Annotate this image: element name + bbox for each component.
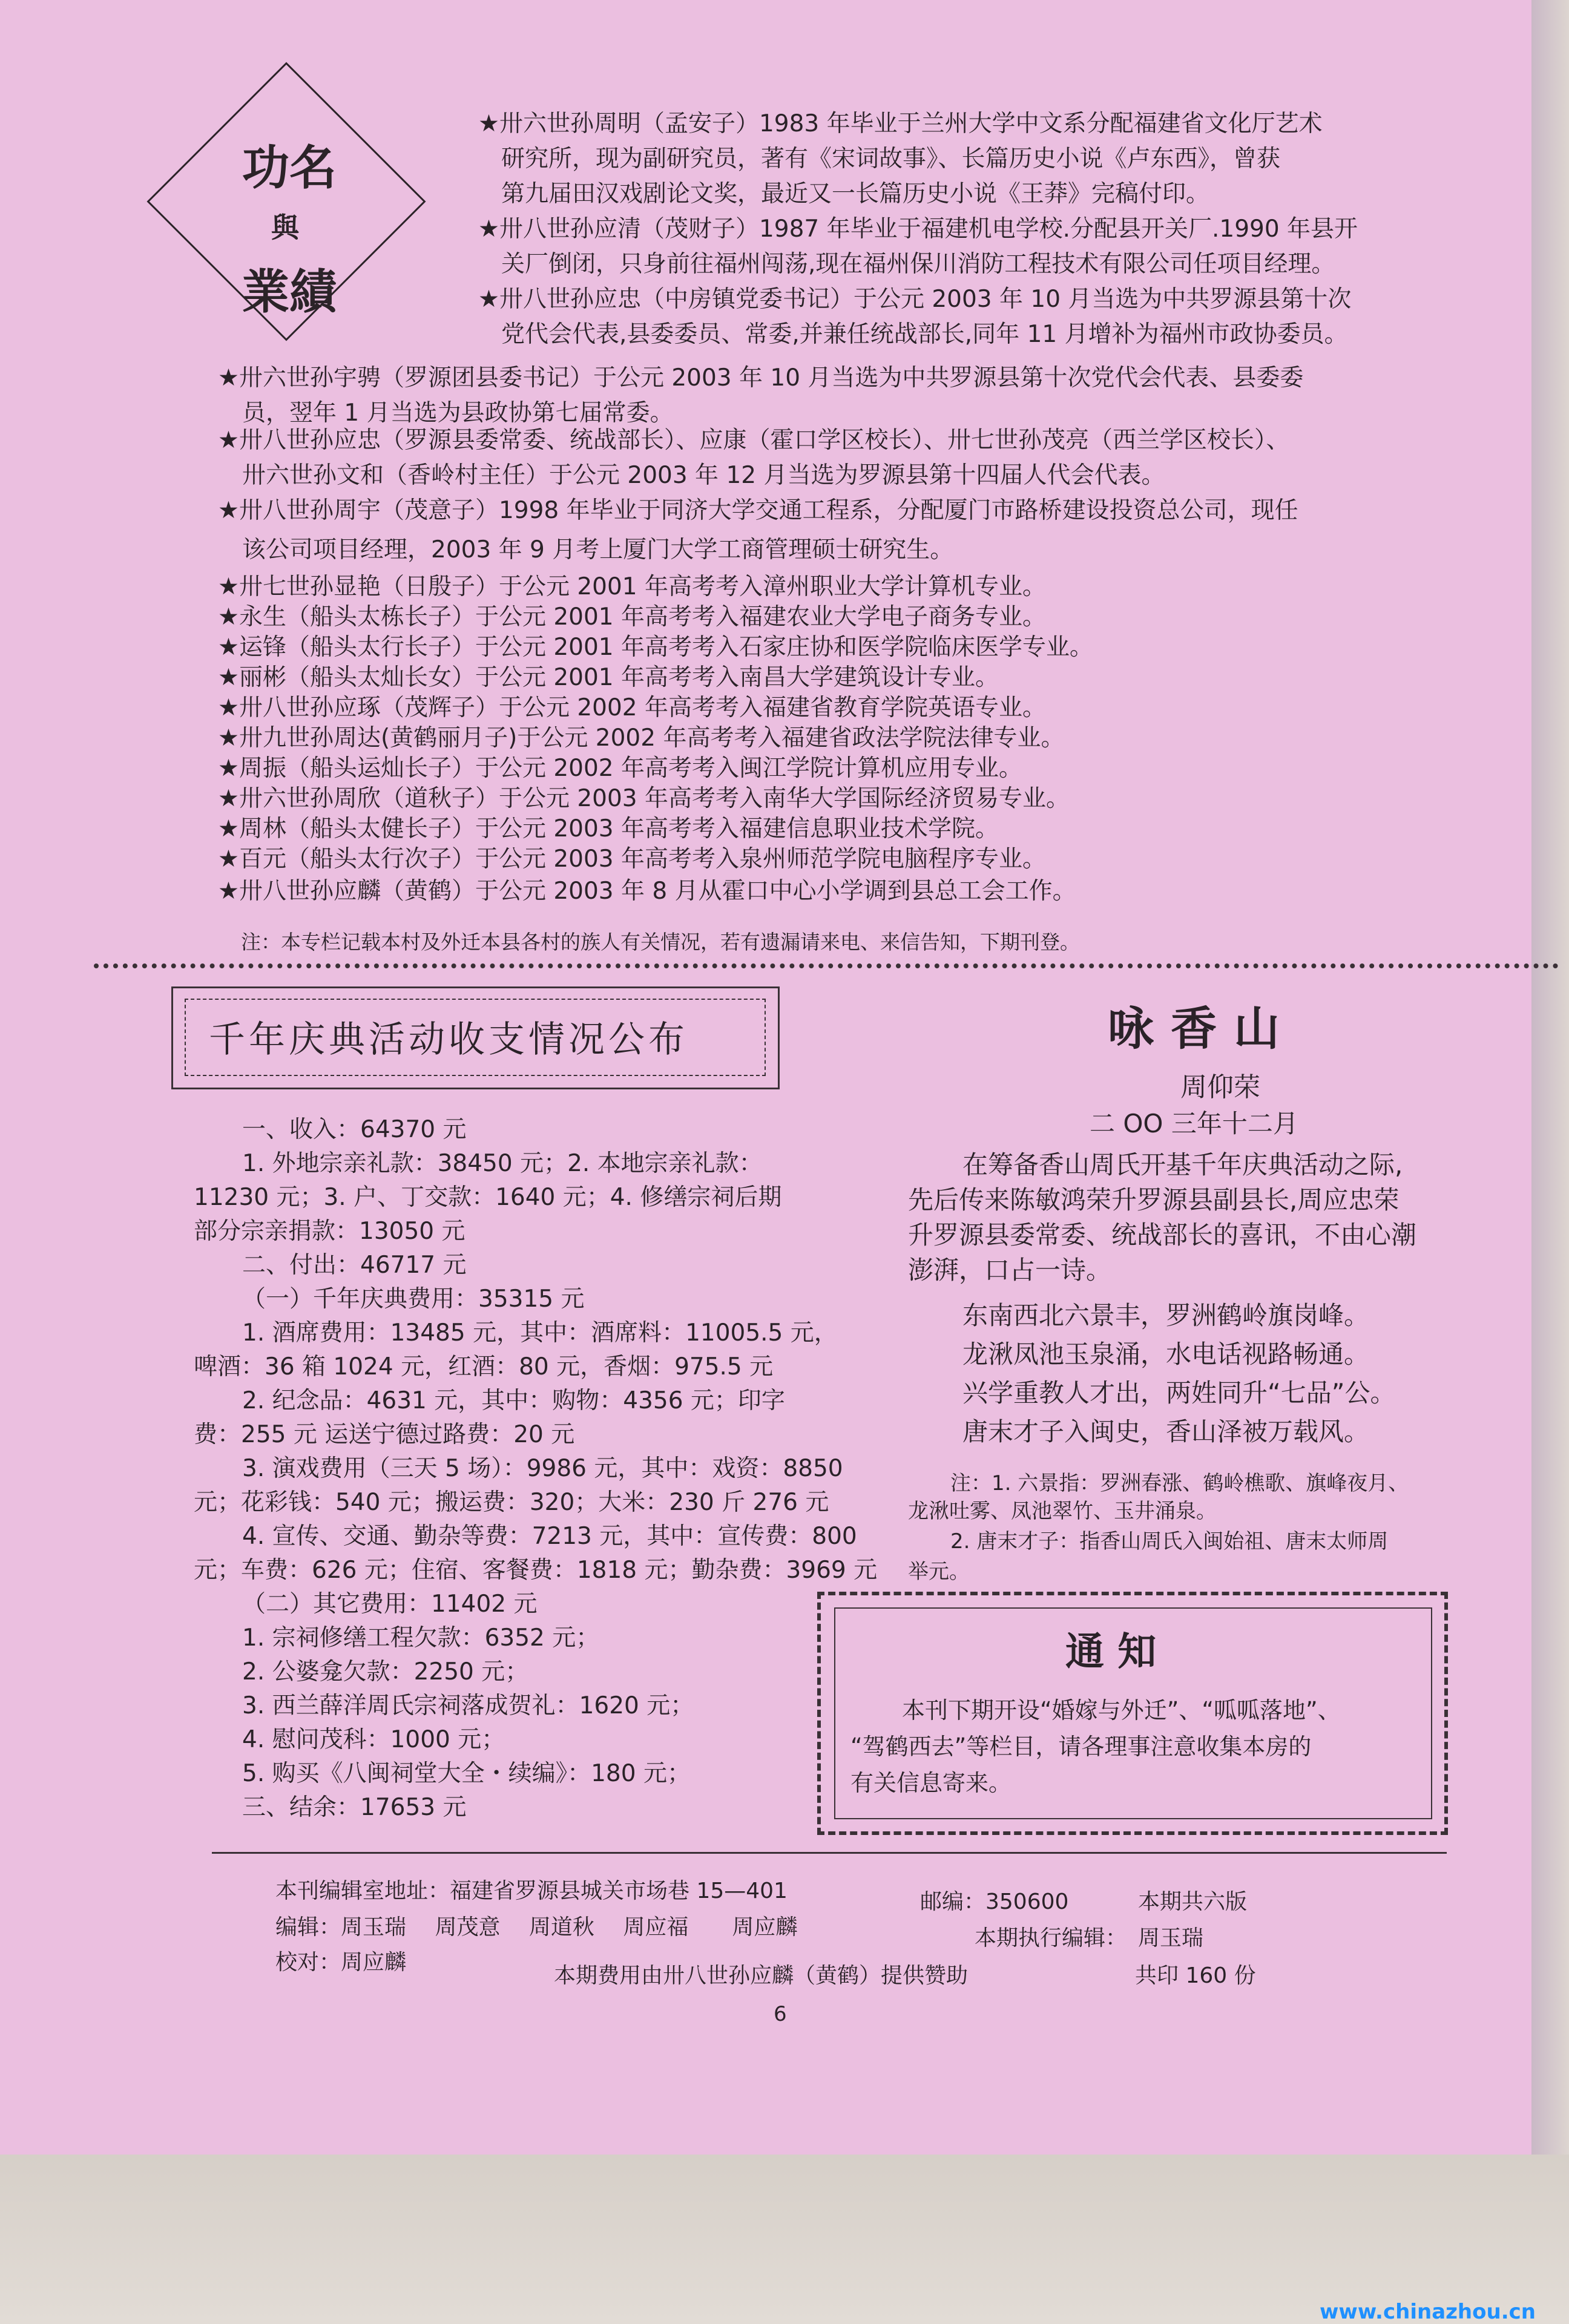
achievement-line: 该公司项目经理，2003 年 9 月考上厦门大学工商管理硕士研究生。 [242, 536, 954, 563]
achievement-line: ★百元（船头太行次子）于公元 2003 年高考考入泉州师范学院电脑程序专业。 [218, 845, 1047, 873]
footer-postcode: 邮编：350600 [920, 1889, 1069, 1914]
finance-line: 1. 宗祠修缮工程欠款：6352 元； [242, 1624, 600, 1652]
achievements-note: 注：本专栏记载本村及外迁本县各村的族人有关情况，若有遗漏请来电、来信告知，下期刊登。 [241, 930, 1080, 954]
poem-author: 周仰荣 [1180, 1072, 1260, 1103]
poem-title: 咏香山 [1108, 1002, 1297, 1055]
footer-print-count: 共印 160 份 [1135, 1963, 1256, 1988]
finance-line: 2. 公婆龛欠款：2250 元； [242, 1658, 529, 1686]
achievement-line: 第九届田汉戏剧论文奖，最近又一长篇历史小说《王莽》完稿付印。 [501, 180, 1210, 208]
footer-edition: 本期共六版 [1138, 1889, 1248, 1914]
finance-line: 5. 购买《八闽祠堂大全・续编》：180 元； [242, 1760, 691, 1787]
finance-line: 三、结余：17653 元 [242, 1794, 467, 1821]
poem-intro-line: 在筹备香山周氏开基千年庆典活动之际, [962, 1150, 1403, 1180]
achievement-line: ★卅八世孙周宇（茂意子）1998 年毕业于同济大学交通工程系，分配厦门市路桥建设投资总公司，现任 [218, 497, 1298, 524]
finance-line: 费：255 元 运送宁德过路费：20 元 [194, 1421, 575, 1448]
achievement-line: ★卅六世孙周欣（道秋子）于公元 2003 年高考考入南华大学国际经济贸易专业。 [218, 785, 1070, 812]
finance-title: 千年庆典活动收支情况公布 [209, 1019, 688, 1061]
finance-line: 二、付出：46717 元 [242, 1252, 467, 1279]
achievement-line: ★卅八世孙应忠（中房镇党委书记）于公元 2003 年 10 月当选为中共罗源县第十次 [478, 286, 1352, 313]
footer-sponsor: 本期费用由卅八世孙应麟（黄鹤）提供赞助 [554, 1963, 969, 1988]
logo-line1: 功名 [242, 140, 337, 195]
poem-verse: 龙湫凤池玉泉涌，水电话视路畅通。 [962, 1339, 1370, 1369]
section-divider [94, 963, 1559, 968]
finance-line: 啤酒：36 箱 1024 元，红酒：80 元，香烟：975.5 元 [194, 1353, 774, 1380]
logo-line3: 業績 [242, 264, 337, 320]
poem-note: 2. 唐末才子：指香山周氏入闽始祖、唐末太师周 [950, 1529, 1389, 1554]
finance-line: 4. 宣传、交通、勤杂等费：7213 元，其中：宣传费：800 [242, 1523, 857, 1550]
finance-line: 3. 西兰薛洋周氏宗祠落成贺礼：1620 元； [242, 1692, 694, 1719]
poem-intro-line: 升罗源县委常委、统战部长的喜讯，不由心潮 [908, 1220, 1417, 1250]
finance-line: 部分宗亲捐款：13050 元 [194, 1218, 465, 1245]
notice-line: “驾鹤西去”等栏目，请各理事注意收集本房的 [850, 1733, 1312, 1760]
notice-title: 通 知 [1065, 1630, 1157, 1675]
finance-line: 11230 元；3. 户、丁交款：1640 元；4. 修缮宗祠后期 [194, 1184, 782, 1211]
achievement-line: ★丽彬（船头太灿长女）于公元 2001 年高考考入南昌大学建筑设计专业。 [218, 664, 999, 691]
achievement-line: ★运锋（船头太行长子）于公元 2001 年高考考入石家庄协和医学院临床医学专业。 [218, 634, 1094, 661]
achievement-line: 党代会代表,县委委员、常委,并兼任统战部长,同年 11 月增补为福州市政协委员。 [501, 321, 1348, 348]
finance-line: 元；花彩钱：540 元；搬运费：320；大米：230 斤 276 元 [194, 1489, 829, 1516]
poem-verse: 兴学重教人才出，两姓同升“七品”公。 [962, 1378, 1396, 1408]
achievement-line: ★永生（船头太栋长子）于公元 2001 年高考考入福建农业大学电子商务专业。 [218, 603, 1047, 631]
poem-intro-line: 先后传来陈敏鸿荣升罗源县副县长,周应忠荣 [908, 1185, 1400, 1215]
achievement-line: ★卅八世孙应琢（茂辉子）于公元 2002 年高考考入福建省教育学院英语专业。 [218, 694, 1047, 721]
finance-line: 4. 慰问茂科：1000 元； [242, 1726, 505, 1753]
achievement-line: ★卅九世孙周达(黄鹤丽月子)于公元 2002 年高考考入福建省政法学院法律专业。 [218, 724, 1065, 752]
finance-line: （一）千年庆典费用：35315 元 [242, 1285, 585, 1313]
finance-line: （二）其它费用：11402 元 [242, 1590, 538, 1618]
poem-note: 注：1. 六景指：罗洲春涨、鹤岭樵歌、旗峰夜月、 [950, 1471, 1409, 1495]
achievement-line: ★卅八世孙应清（茂财子）1987 年毕业于福建机电学校.分配县开关厂.1990 年县开 [478, 215, 1358, 243]
achievement-line: ★卅八世孙应麟（黄鹤）于公元 2003 年 8 月从霍口中心小学调到县总工会工作。 [218, 878, 1076, 905]
finance-line: 元；车费：626 元；住宿、客餐费：1818 元；勤杂费：3969 元 [194, 1557, 878, 1584]
page-number: 6 [774, 2002, 787, 2026]
achievement-line: ★卅六世孙宇骋（罗源团县委书记）于公元 2003 年 10 月当选为中共罗源县第十次党代会代表、县委委 [218, 364, 1304, 392]
site-watermark: www.chinazhou.cn [1320, 2300, 1536, 2324]
notice-line: 本刊下期开设“婚嫁与外迁”、“呱呱落地”、 [902, 1697, 1341, 1724]
finance-line: 一、收入：64370 元 [242, 1116, 467, 1143]
achievement-line: ★卅七世孙显艳（日殷子）于公元 2001 年高考考入漳州职业大学计算机专业。 [218, 573, 1047, 600]
achievement-line: 卅六世孙文和（香岭村主任）于公元 2003 年 12 月当选为罗源县第十四届人代会代表。 [242, 462, 1165, 489]
finance-line: 1. 酒席费用：13485 元，其中：酒席料：11005.5 元， [242, 1319, 838, 1347]
footer-exec-editor: 本期执行编辑： 周玉瑞 [975, 1926, 1204, 1951]
poem-note: 举元。 [908, 1560, 970, 1584]
paper-edge [1531, 0, 1569, 2155]
poem-intro-line: 澎湃，口占一诗。 [908, 1255, 1112, 1285]
poem-verse: 东南西北六景丰，罗洲鹤岭旗岗峰。 [962, 1301, 1370, 1330]
poem-note: 龙湫吐雾、凤池翠竹、玉井涌泉。 [908, 1499, 1217, 1523]
achievement-line: 员，翌年 1 月当选为县政协第七届常委。 [242, 399, 674, 427]
achievement-line: ★卅八世孙应忠（罗源县委常委、统战部长）、应康（霍口学区校长）、卅七世孙茂亮（西兰学区校长）、 [218, 427, 1290, 454]
poem-date: 二 OO 三年十二月 [1090, 1109, 1298, 1138]
finance-line: 3. 演戏费用（三天 5 场）：9986 元，其中：戏资：8850 [242, 1455, 843, 1482]
footer-address: 本刊编辑室地址：福建省罗源县城关市场巷 15—401 [275, 1879, 788, 1903]
finance-line: 1. 外地宗亲礼款：38450 元；2. 本地宗亲礼款： [242, 1150, 763, 1177]
footer-rule [212, 1852, 1447, 1854]
poem-verse: 唐末才子入闽史，香山泽被万载风。 [962, 1417, 1370, 1446]
logo-line2: 與 [271, 211, 299, 244]
notice-line: 有关信息寄来。 [850, 1770, 1012, 1796]
achievement-line: ★周振（船头运灿长子）于公元 2002 年高考考入闽江学院计算机应用专业。 [218, 755, 1023, 782]
achievement-line: ★卅六世孙周明（孟安子）1983 年毕业于兰州大学中文系分配福建省文化厅艺术 [478, 110, 1323, 137]
achievement-line: ★周林（船头太健长子）于公元 2003 年高考考入福建信息职业技术学院。 [218, 815, 999, 842]
background-surface [0, 2155, 1569, 2324]
finance-line: 2. 纪念品：4631 元，其中：购物：4356 元；印字 [242, 1387, 785, 1414]
footer-editors: 编辑：周玉瑞 周茂意 周道秋 周应福 周应麟 [275, 1915, 798, 1940]
achievement-line: 研究所，现为副研究员，著有《宋词故事》、长篇历史小说《卢东西》，曾获 [501, 145, 1281, 172]
achievement-line: 关厂倒闭，只身前往福州闯荡,现在福州保川消防工程技术有限公司任项目经理。 [501, 251, 1335, 278]
footer-proofread: 校对：周应麟 [275, 1950, 407, 1975]
